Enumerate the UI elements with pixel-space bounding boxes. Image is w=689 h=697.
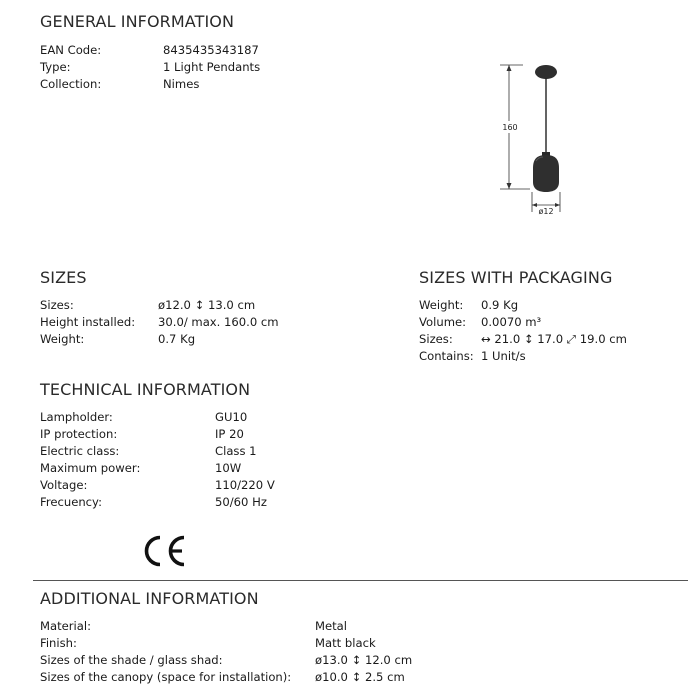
pendant-lamp-diagram [495,58,575,220]
sizes-heading: SIZES [40,268,87,287]
type-value: 1 Light Pendants [163,60,261,74]
lampholder-value: GU10 [215,410,248,424]
packaging-weight-label: Weight: [419,298,464,312]
packaging-contains-value: 1 Unit/s [481,349,526,363]
voltage-value: 110/220 V [215,478,275,492]
ip-protection-label: IP protection: [40,427,118,441]
height-installed-value: 30.0/ max. 160.0 cm [158,315,279,329]
packaging-sizes-value: ↔ 21.0 ↕ 17.0 ⤢ 19.0 cm [481,332,627,346]
diameter-dimension-label: ø12 [538,207,554,216]
packaging-weight-value: 0.9 Kg [481,298,519,312]
frequency-label: Frecuency: [40,495,102,509]
shade-sizes-value: ø13.0 ↕ 12.0 cm [315,653,413,667]
sizes-value: ø12.0 ↕ 13.0 cm [158,298,256,312]
ean-code-value: 8435435343187 [163,43,259,57]
electric-class-label: Electric class: [40,444,120,458]
maximum-power-label: Maximum power: [40,461,141,475]
collection-value: Nimes [163,77,200,91]
shade-sizes-label: Sizes of the shade / glass shad: [40,653,223,667]
finish-value: Matt black [315,636,376,650]
height-dimension-label: 160 [502,123,518,132]
general-information-heading: GENERAL INFORMATION [40,12,235,31]
maximum-power-value: 10W [215,461,242,475]
electric-class-value: Class 1 [215,444,257,458]
collection-label: Collection: [40,77,102,91]
voltage-label: Voltage: [40,478,88,492]
section-divider [33,580,688,581]
canopy [535,65,557,79]
lampholder-label: Lampholder: [40,410,113,424]
packaging-sizes-label: Sizes: [419,332,453,346]
technical-information-heading: TECHNICAL INFORMATION [40,380,251,399]
type-label: Type: [40,60,71,74]
sizes-label: Sizes: [40,298,74,312]
canopy-sizes-label: Sizes of the canopy (space for installation): [40,670,292,684]
packaging-sizes-heading: SIZES WITH PACKAGING [419,268,613,287]
packaging-volume-label: Volume: [419,315,467,329]
weight-label: Weight: [40,332,85,346]
material-label: Material: [40,619,92,633]
ce-mark-logo [140,534,188,568]
ip-protection-value: IP 20 [215,427,244,441]
finish-label: Finish: [40,636,77,650]
weight-value: 0.7 Kg [158,332,196,346]
ean-code-label: EAN Code: [40,43,102,57]
packaging-contains-label: Contains: [419,349,474,363]
additional-information-heading: ADDITIONAL INFORMATION [40,589,259,608]
packaging-volume-value: 0.0070 m³ [481,315,542,329]
height-installed-label: Height installed: [40,315,136,329]
canopy-sizes-value: ø10.0 ↕ 2.5 cm [315,670,405,684]
frequency-value: 50/60 Hz [215,495,267,509]
material-value: Metal [315,619,348,633]
